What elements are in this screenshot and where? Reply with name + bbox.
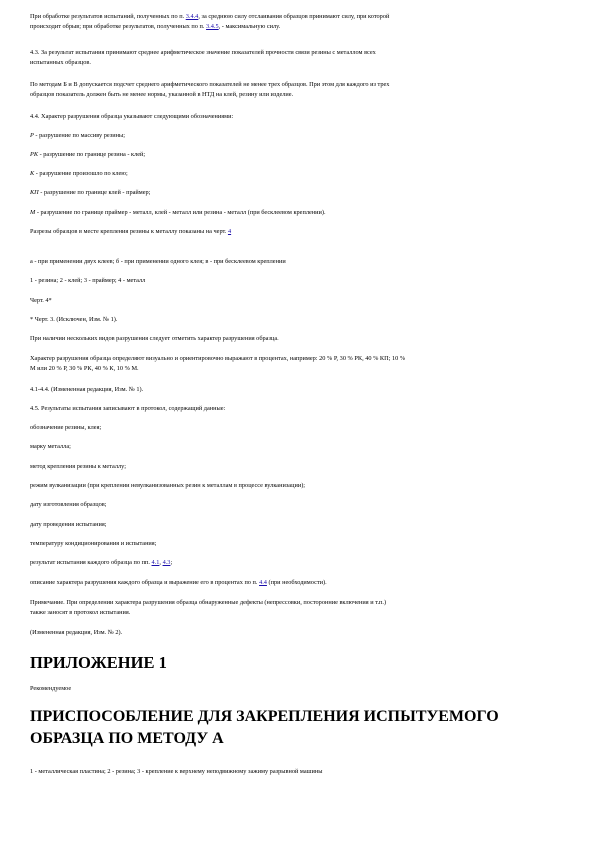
symbol: К: [30, 170, 35, 177]
text: - разрушение по границе праймер - металл, клей - металл или резина - металл (при бесклеевом креплении).: [35, 209, 326, 216]
text: При обработке результатов испытаний, полученных по п.: [30, 13, 185, 20]
text: образцов показатель должен быть не менее нормы, указанной в НТД на клей, резину или изделие.: [30, 91, 294, 99]
paragraph-processing: [30, 12, 570, 33]
figure-number: [30, 296, 570, 306]
text: 4.3. За результат испытания принимают среднее арифметическое значение показателей прочности связи резины с металлом всех: [30, 49, 376, 56]
legend-k: [30, 169, 570, 179]
appendix-title: ПРИЛОЖЕНИЕ 1: [30, 653, 167, 672]
text: обозначение резины, клея;: [30, 424, 102, 431]
text: , за среднюю силу отслаивания образцов принимают силу, при которой: [198, 13, 390, 20]
text: - разрушение по массиву резины;: [33, 132, 125, 139]
text: 4.4. Характер разрушения образца указывают следующими обозначениями:: [30, 113, 234, 120]
text: дату изготовления образцов;: [30, 501, 107, 508]
symbol: М: [30, 209, 36, 216]
symbol: КП: [30, 189, 39, 196]
text: М или 20 % Р, 30 % РК, 40 % К, 10 % М.: [30, 365, 139, 373]
revision-note-1: [30, 385, 570, 395]
paragraph-multiple: [30, 334, 570, 344]
text: 4.1-4.4. (Измененная редакция, Изм. № 1).: [30, 386, 144, 393]
text: температуру кондиционирования и испытания;: [30, 540, 157, 547]
text: (при необходимости).: [266, 579, 327, 586]
footnote: [30, 315, 570, 325]
list-item: [30, 578, 570, 588]
list-item: [30, 442, 570, 452]
text: Черт. 4*: [30, 297, 52, 304]
text: происходит обрыв; при обработке результатов, полученных по п.: [30, 23, 205, 31]
list-item: [30, 462, 570, 472]
text: режим вулканизации (при креплении невулканизованных резин к металлам в процессе вулканизации);: [30, 482, 306, 489]
link-4-3[interactable]: 4.3: [162, 559, 171, 566]
legend-m: [30, 208, 570, 218]
symbol: РК: [30, 151, 39, 158]
paragraph-4-5: [30, 404, 570, 414]
text: марку металла;: [30, 443, 71, 450]
list-item: [30, 520, 570, 530]
text: - разрушение произошло по клею;: [34, 170, 128, 177]
text: * Черт. 3. (Исключен, Изм. № 1).: [30, 316, 118, 323]
text: , - максимальную силу.: [218, 23, 281, 31]
figure-caption: [30, 257, 570, 267]
text: По методам Б и В допускается подсчет среднего арифметического показателей не менее трех образцов. При этом для каждого из трех: [30, 81, 390, 88]
list-item: [30, 500, 570, 510]
appendix-subtitle: [30, 684, 570, 694]
legend-rk: [30, 150, 570, 160]
revision-note-2: [30, 628, 570, 638]
link-4-1[interactable]: 4.1: [151, 559, 160, 566]
text: 4.5. Результаты испытания записывают в протокол, содержащий данные:: [30, 405, 226, 412]
text: При наличии нескольких видов разрушения следует отметить характер разрушения образца.: [30, 335, 279, 342]
text: испытанных образцов.: [30, 59, 91, 67]
paragraph-methods-b-v: [30, 80, 570, 101]
text: - разрушение по границе резина - клей;: [38, 151, 146, 158]
list-item: [30, 481, 570, 491]
text: ,: [159, 559, 161, 566]
text: дату проведения испытания;: [30, 521, 107, 528]
appendix-legend: [30, 767, 570, 777]
text: ;: [170, 559, 173, 566]
figure-legend: [30, 276, 570, 286]
text: метод крепления резины к металлу;: [30, 463, 126, 470]
text: - разрушение по границе клей - праймер;: [38, 189, 151, 196]
text: Примечание. При определении характера разрушения образца обнаруженные дефекты (непрессовки, посторонние включения и т.п.): [30, 599, 387, 606]
text: Разрезы образцов в месте крепления резины к металлу показаны на черт.: [30, 228, 227, 235]
paragraph-percent: [30, 354, 570, 375]
link-drawing-4[interactable]: 4: [227, 228, 232, 235]
text: (Измененная редакция, Изм. № 2).: [30, 629, 123, 636]
text: Рекомендуемое: [30, 685, 72, 692]
legend-kp: [30, 188, 570, 198]
list-item: [30, 558, 570, 568]
link-4-4[interactable]: 4.4: [259, 579, 267, 586]
appendix-heading: ПРИСПОСОБЛЕНИЕ ДЛЯ ЗАКРЕПЛЕНИЯ ИСПЫТУЕМОГО ОБРАЗЦА ПО МЕТОДУ А: [30, 708, 499, 747]
link-3-4-5[interactable]: 3.4.5: [206, 23, 219, 31]
link-3-4-4[interactable]: 3.4.4: [185, 13, 199, 20]
text: результат испытания каждого образца по пп.: [30, 559, 150, 566]
text: а - при применении двух клеев; б - при применении одного клея; в - при бесклеевом креплении: [30, 258, 286, 265]
text: также заносят в протокол испытания.: [30, 609, 131, 617]
note-paragraph: [30, 598, 570, 619]
paragraph-4-3: [30, 48, 570, 69]
symbol: Р: [30, 132, 34, 139]
paragraph-cuts: [30, 227, 570, 237]
text: 1 - резина; 2 - клей; 3 - праймер; 4 - металл: [30, 277, 146, 284]
text: описание характера разрушения каждого образца и выражение его в процентах по п.: [30, 579, 258, 586]
legend-p: [30, 131, 570, 141]
text: 1 - металлическая пластина; 2 - резина; 3 - крепление к верхнему неподвижному зажиму разрывной машины: [30, 768, 323, 775]
text: Характер разрушения образца определяют визуально и ориентировочно выражают в процентах, например: 20 % Р, 30 % РК, 40 % КП; 10 %: [30, 355, 406, 362]
list-item: [30, 423, 570, 433]
list-item: [30, 539, 570, 549]
paragraph-4-4: [30, 112, 570, 122]
